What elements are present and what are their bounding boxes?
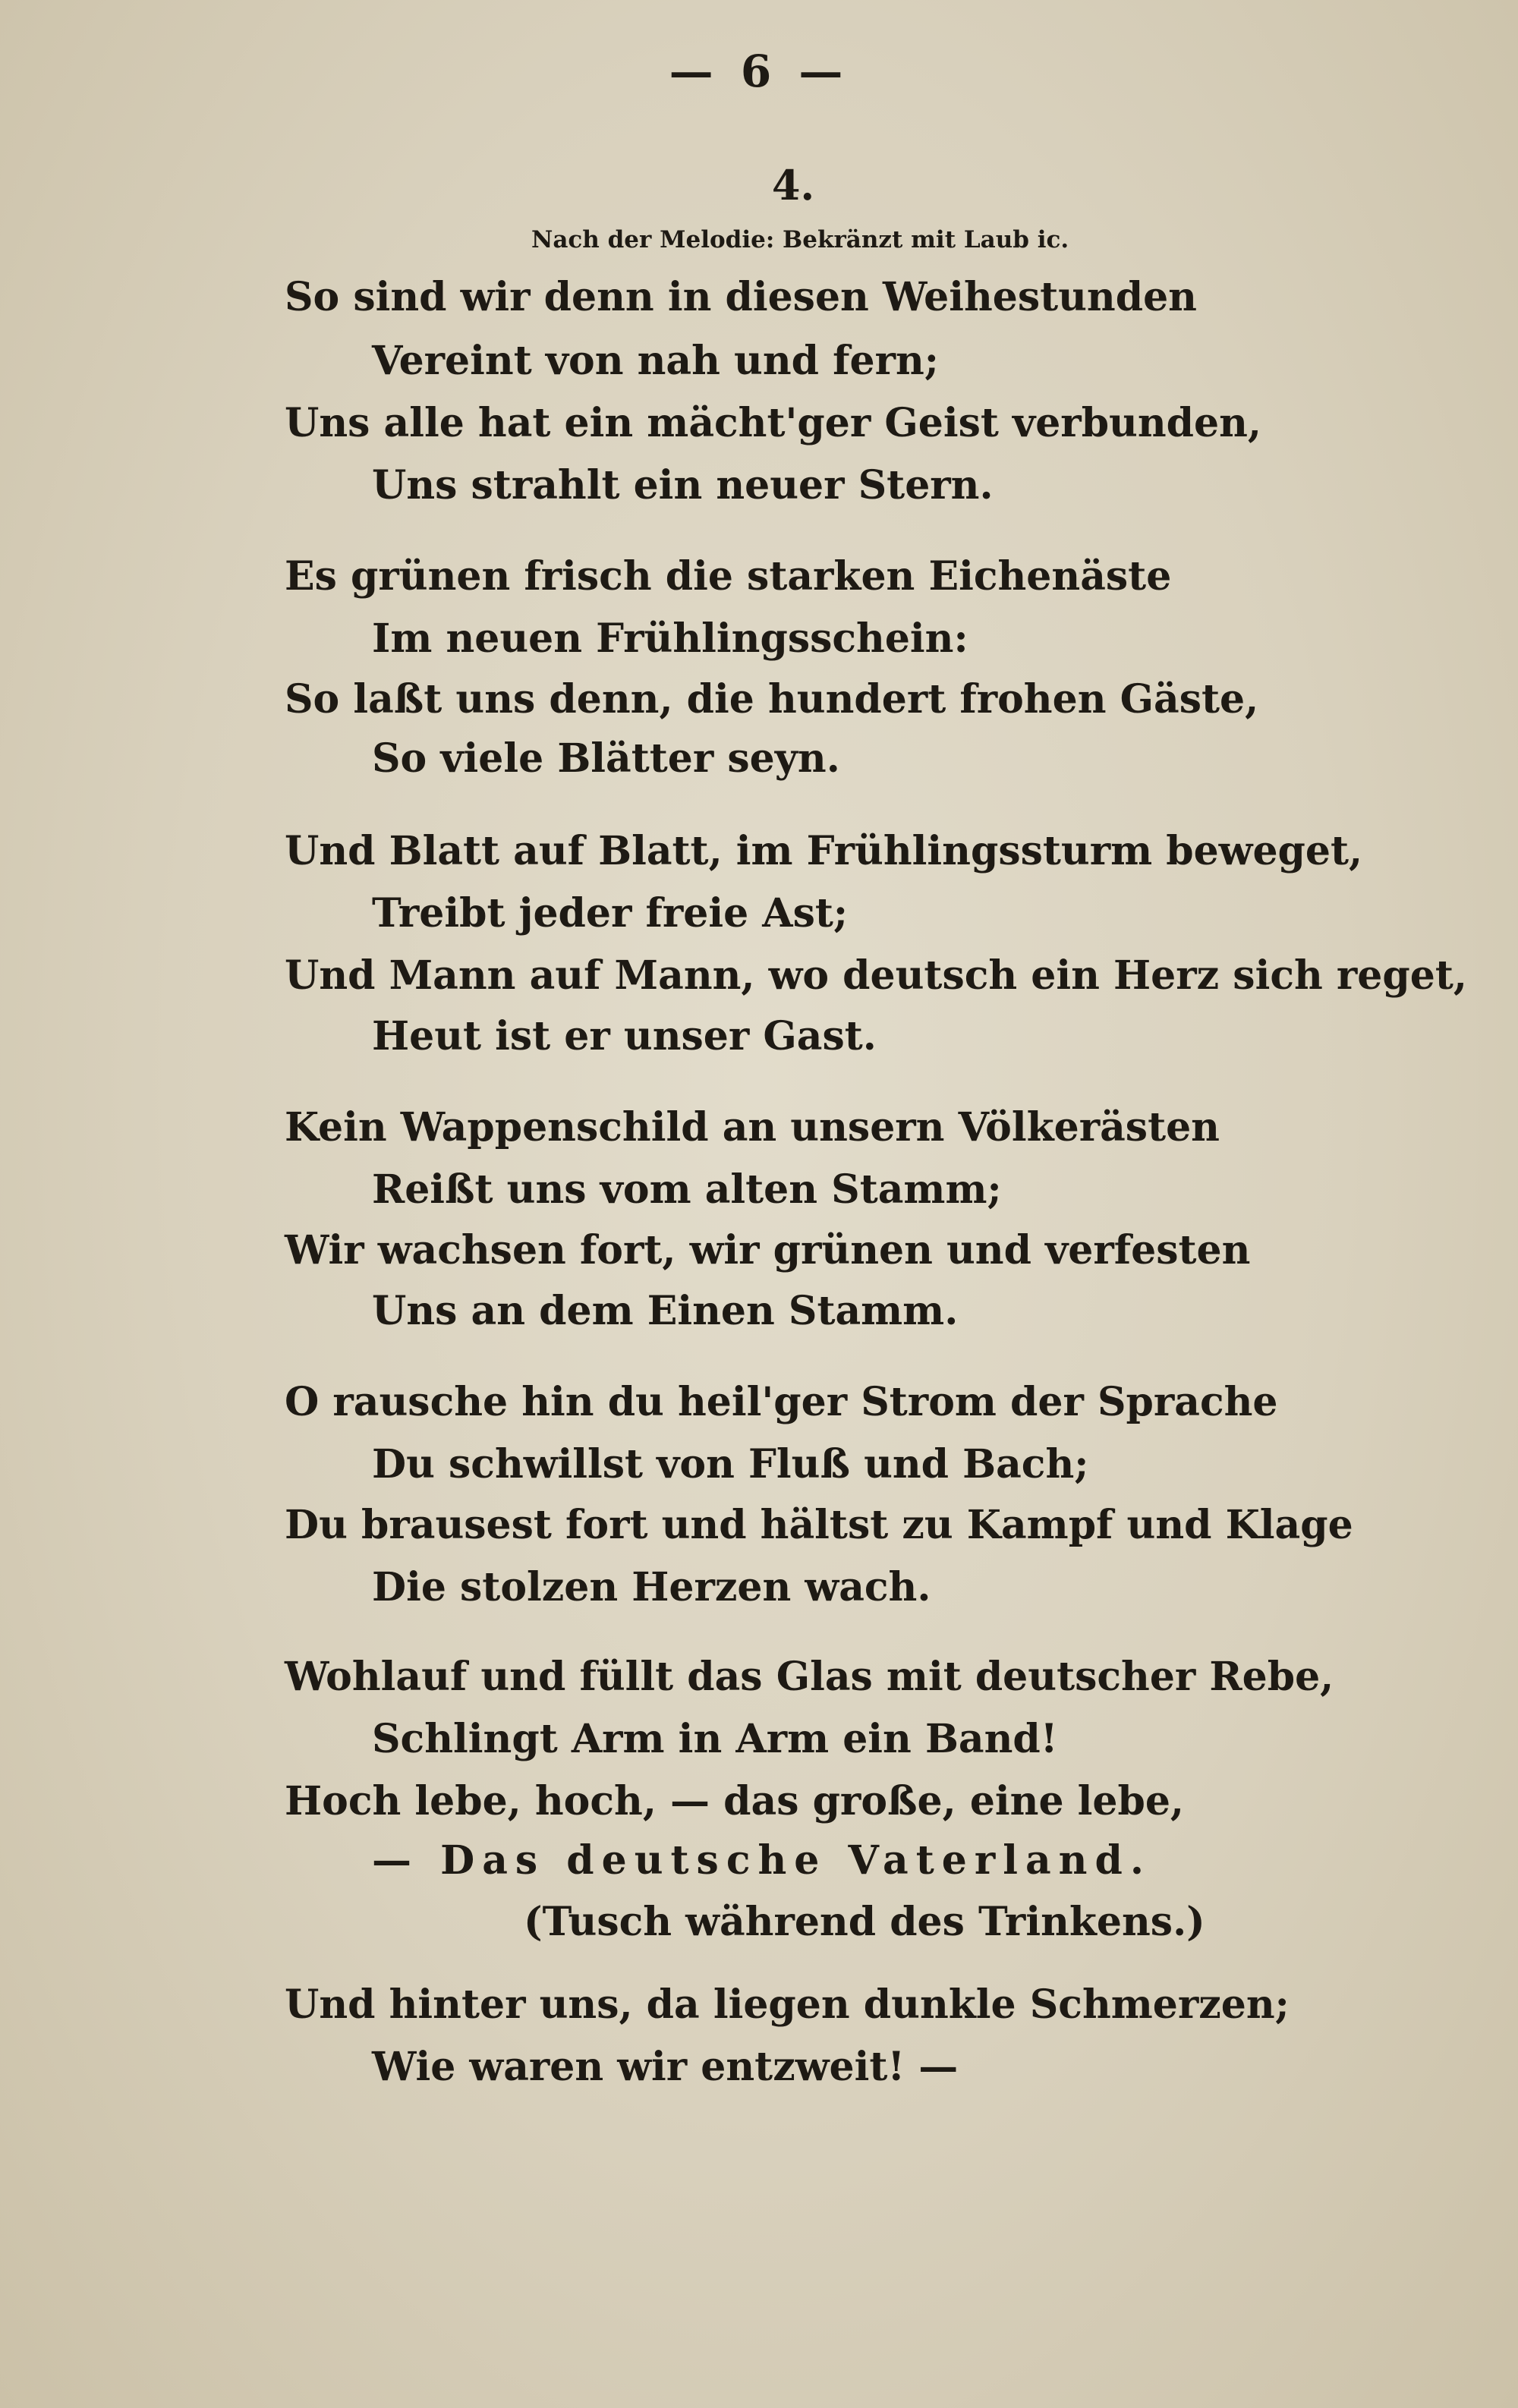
verse-line: Uns alle hat ein mächt'ger Geist verbunden, — [285, 400, 1262, 446]
stage-direction: (Tusch während des Trinkens.) — [524, 1899, 1205, 1945]
verse-line: Uns an dem Einen Stamm. — [372, 1288, 959, 1334]
verse-line: Kein Wappenschild an unsern Völkerästen — [285, 1104, 1220, 1150]
verse-line: Hoch lebe, hoch, — das große, eine lebe, — [285, 1778, 1185, 1824]
verse-line: So viele Blätter seyn. — [372, 735, 840, 782]
song-number: 4. — [771, 161, 815, 209]
verse-line: Es grünen frisch die starken Eichenäste — [285, 553, 1172, 600]
verse-line: Du schwillst von Fluß und Bach; — [372, 1441, 1089, 1487]
verse-line: Die stolzen Herzen wach. — [372, 1564, 931, 1610]
verse-line: Du brausest fort und hältst zu Kampf und Klage — [285, 1502, 1353, 1548]
verse-line: Heut ist er unser Gast. — [372, 1013, 877, 1059]
verse-line: Schlingt Arm in Arm ein Band! — [372, 1716, 1058, 1762]
verse-line: Und hinter uns, da liegen dunkle Schmerzen; — [285, 1981, 1290, 2028]
verse-line: Uns strahlt ein neuer Stern. — [372, 462, 994, 508]
verse-line: Vereint von nah und fern; — [372, 338, 939, 384]
verse-line: So laßt uns denn, die hundert frohen Gäste, — [285, 676, 1259, 722]
verse-line: Wie waren wir entzweit! — — [372, 2044, 959, 2090]
verse-line: Wohlauf und füllt das Glas mit deutscher Rebe, — [285, 1654, 1334, 1700]
verse-line: So sind wir denn in diesen Weihestunden — [285, 274, 1197, 320]
verse-line: Reißt uns vom alten Stamm; — [372, 1166, 1002, 1213]
melody-note: Nach der Melodie: Bekränzt mit Laub ic. — [531, 226, 1069, 253]
verse-line: — Das deutsche Vaterland. — [372, 1837, 1151, 1884]
verse-line: Im neuen Frühlingsschein: — [372, 615, 968, 662]
page-number: — 6 — — [669, 46, 849, 97]
verse-line: O rausche hin du heil'ger Strom der Sprache — [285, 1379, 1278, 1425]
verse-line: Und Mann auf Mann, wo deutsch ein Herz sich reget, — [285, 952, 1467, 999]
verse-line: Wir wachsen fort, wir grünen und verfesten — [285, 1227, 1251, 1273]
verse-line: Treibt jeder freie Ast; — [372, 890, 849, 936]
verse-line: Und Blatt auf Blatt, im Frühlingssturm beweget, — [285, 828, 1363, 874]
